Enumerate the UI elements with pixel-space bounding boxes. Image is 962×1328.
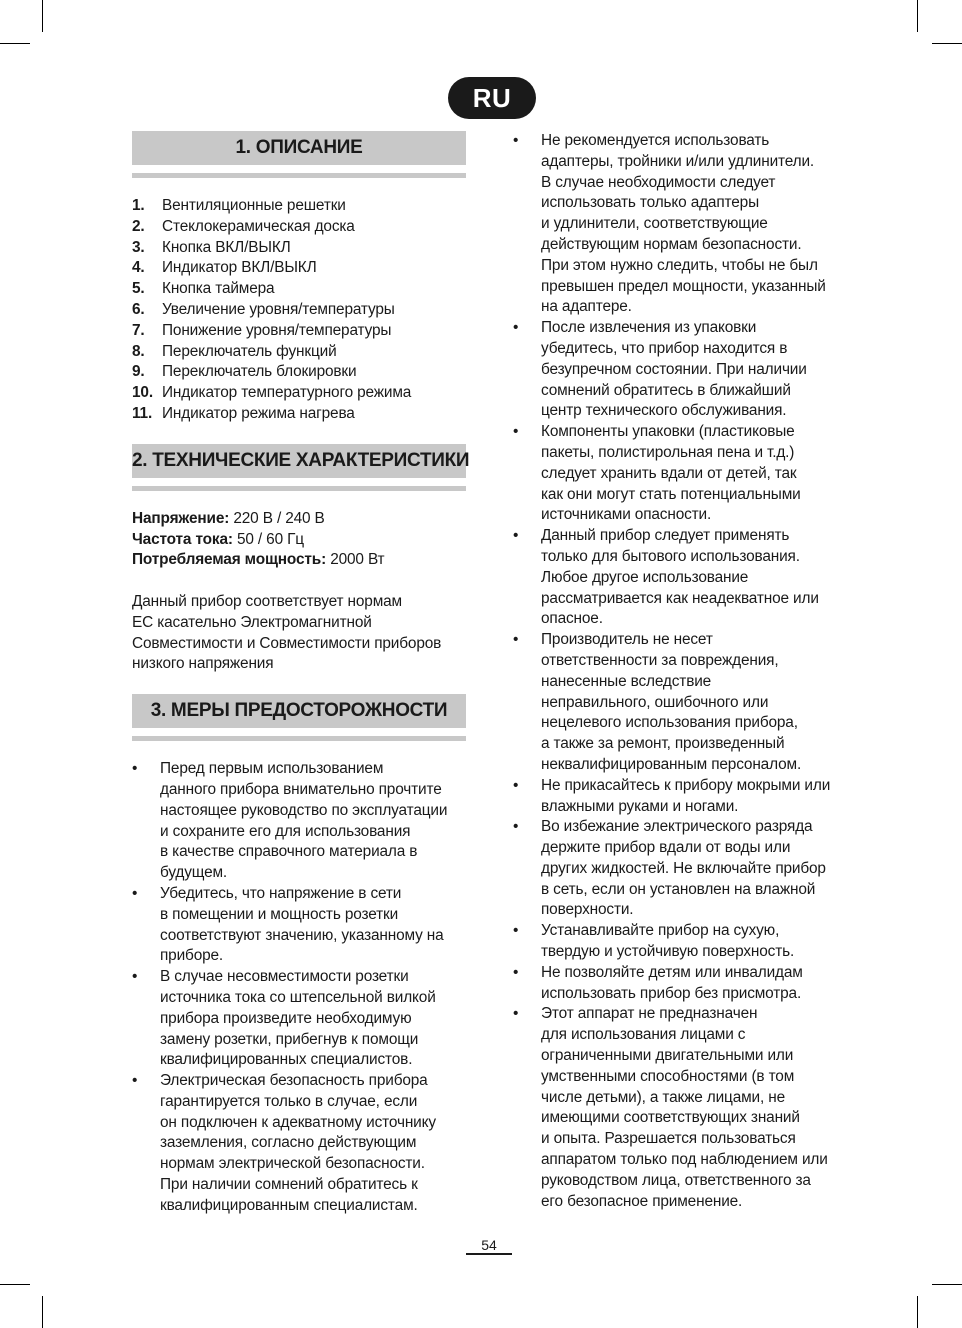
bullet-icon: • xyxy=(513,132,519,149)
text-line: следует хранить вдали от детей, так xyxy=(541,464,797,482)
text-line: в сеть, если он установлен на влажной xyxy=(541,880,816,898)
text-line: Устанавливайте прибор на сухую, xyxy=(541,922,780,940)
text-line: нормам электрической безопасности. xyxy=(160,1155,425,1173)
text-line: низкого напряжения xyxy=(132,655,274,673)
bullet-text xyxy=(541,963,803,1005)
text-line: убедитесь, что прибор находится в xyxy=(541,339,788,357)
spec-frequency xyxy=(132,530,466,551)
text-line: сомнений обратитесь в ближайший xyxy=(541,381,791,399)
bullet-icon: • xyxy=(132,884,138,902)
text-line: При наличии сомнений обратитесь к xyxy=(160,1176,418,1194)
text-line: неквалифицированным персоналом. xyxy=(541,755,802,773)
item-number: 6. xyxy=(132,300,145,318)
crop-mark xyxy=(917,0,918,32)
text-line: Производитель не несет xyxy=(541,631,713,649)
item-text: Кнопка таймера xyxy=(162,280,275,298)
section-specs xyxy=(132,444,470,675)
item-number: 2. xyxy=(132,217,145,235)
spec-label: Потребляемая мощность: xyxy=(132,551,327,569)
list-item xyxy=(132,404,466,425)
text-line: превышен предел мощности, указанный xyxy=(541,277,826,295)
bullet-icon: • xyxy=(513,818,519,836)
text-line: нанесенные вследствие xyxy=(541,672,712,690)
bullet-item xyxy=(132,759,466,884)
bullet-item xyxy=(513,318,849,422)
bullet-text xyxy=(160,884,444,967)
text-line: источниками опасности. xyxy=(541,506,712,524)
spec-label: Напряжение: xyxy=(132,509,230,527)
specs-block xyxy=(132,509,466,571)
list-item xyxy=(132,300,466,321)
item-text: Индикатор режима нагрева xyxy=(162,404,355,422)
item-number: 11. xyxy=(132,404,153,422)
text-line: заземления, согласно действующим xyxy=(160,1134,417,1152)
spec-value: 220 В / 240 В xyxy=(229,509,325,527)
text-line: При этом нужно следить, чтобы не был xyxy=(541,256,818,274)
text-line: Не рекомендуется использовать xyxy=(541,132,770,149)
text-line: Не прикасайтесь к прибору мокрыми или xyxy=(541,776,831,794)
item-number: 5. xyxy=(132,280,145,298)
bullet-item xyxy=(513,422,849,526)
item-text: Кнопка ВКЛ/ВЫКЛ xyxy=(162,238,291,256)
right-column xyxy=(513,131,849,1212)
left-column xyxy=(132,131,470,1217)
text-line: неправильного, ошибочного или xyxy=(541,693,769,711)
text-line: опасное. xyxy=(541,610,603,628)
text-line: адаптеры, тройники и/или удлинители. xyxy=(541,152,815,170)
text-line: и удлинители, соответствующие xyxy=(541,215,768,233)
item-text: Индикатор температурного режима xyxy=(162,384,412,402)
text-line: поверхности. xyxy=(541,901,634,919)
text-line: его безопасное применение. xyxy=(541,1192,743,1210)
section-precautions xyxy=(132,694,466,1217)
bullet-icon: • xyxy=(513,963,519,981)
text-line: В случае несовместимости розетки xyxy=(160,968,409,986)
list-item xyxy=(132,362,466,383)
bullet-icon: • xyxy=(513,527,519,545)
text-line: Любое другое использование xyxy=(541,568,749,586)
list-item xyxy=(132,342,466,363)
text-line: руководством лица, ответственного за xyxy=(541,1171,811,1189)
bullet-item xyxy=(132,967,466,1071)
parts-list xyxy=(132,196,466,425)
section-heading: 1. ОПИСАНИЕ xyxy=(132,131,466,165)
text-line: в помещении и мощность розетки xyxy=(160,905,399,923)
crop-mark xyxy=(917,1296,918,1328)
section-heading: 3. МЕРЫ ПРЕДОСТОРОЖНОСТИ xyxy=(132,694,466,728)
text-line: ответственности за повреждения, xyxy=(541,651,779,669)
text-line: пакеты, полистирольная пена и т.д.) xyxy=(541,443,795,461)
crop-mark xyxy=(932,43,962,44)
bullet-text xyxy=(541,776,830,818)
item-number: 4. xyxy=(132,259,145,277)
text-line: Электрическая безопасность прибора xyxy=(160,1072,428,1090)
item-text: Переключатель блокировки xyxy=(162,363,357,381)
list-item xyxy=(132,238,466,259)
text-line: на адаптере. xyxy=(541,298,632,316)
spec-value: 2000 Вт xyxy=(326,551,385,569)
list-item xyxy=(132,279,466,300)
item-text: Переключатель функций xyxy=(162,342,337,360)
heading-rule xyxy=(132,486,466,491)
bullet-text xyxy=(160,967,436,1071)
text-line: замену розетки, прибегнув к помощи xyxy=(160,1030,419,1048)
text-line: Данный прибор соответствует нормам xyxy=(132,592,402,610)
text-line: числе детьми), а также лицами, не xyxy=(541,1088,786,1106)
spec-power xyxy=(132,550,466,571)
text-line: Данный прибор следует применять xyxy=(541,527,790,545)
list-item xyxy=(132,196,466,217)
bullet-icon: • xyxy=(132,760,138,778)
text-line: Этот аппарат не предназначен xyxy=(541,1005,758,1023)
item-text: Стеклокерамическая доска xyxy=(162,217,355,235)
compliance-paragraph xyxy=(132,592,466,675)
item-number: 3. xyxy=(132,238,145,256)
list-item xyxy=(132,258,466,279)
crop-mark xyxy=(0,43,30,44)
spec-value: 50 / 60 Гц xyxy=(232,530,304,548)
text-line: После извлечения из упаковки xyxy=(541,319,757,337)
bullet-icon: • xyxy=(513,631,519,649)
crop-mark xyxy=(42,0,43,32)
text-line: для использования лицами с xyxy=(541,1026,746,1044)
item-number: 1. xyxy=(132,197,145,214)
text-line: источника тока со штепсельной вилкой xyxy=(160,988,436,1006)
text-line: настоящее руководство по эксплуатации xyxy=(160,801,448,819)
text-line: прибора произведите необходимую xyxy=(160,1009,412,1027)
bullet-item xyxy=(513,131,849,318)
spec-label: Частота тока: xyxy=(132,530,233,548)
text-line: умственными способностями (в том xyxy=(541,1067,795,1085)
language-badge: RU xyxy=(448,77,536,119)
bullet-item xyxy=(513,817,849,921)
text-line: использовать прибор без присмотра. xyxy=(541,984,802,1002)
text-line: данного прибора внимательно прочтите xyxy=(160,780,442,798)
text-line: центр технического обслуживания. xyxy=(541,402,787,420)
text-line: соответствуют значению, указанному на xyxy=(160,926,444,944)
item-text: Индикатор ВКЛ/ВЫКЛ xyxy=(162,259,317,277)
text-line: приборе. xyxy=(160,947,224,965)
item-text: Вентиляционные решетки xyxy=(162,197,346,214)
crop-mark xyxy=(0,1284,30,1285)
text-line: держите прибор вдали от воды или xyxy=(541,839,791,857)
text-line: ограниченными двигательными или xyxy=(541,1047,794,1065)
bullet-text xyxy=(541,630,801,776)
item-number: 7. xyxy=(132,321,145,339)
bullet-icon: • xyxy=(513,423,519,441)
bullet-item xyxy=(132,1071,466,1217)
bullet-text xyxy=(160,759,447,884)
precautions-list-continued xyxy=(513,131,849,1212)
text-line: твердую и устойчивую поверхность. xyxy=(541,943,795,961)
text-line: а также за ремонт, произведенный xyxy=(541,735,785,753)
text-line: квалифицированных специалистов. xyxy=(160,1051,413,1069)
bullet-icon: • xyxy=(513,319,519,337)
text-line: Перед первым использованием xyxy=(160,760,384,778)
page-number-rule xyxy=(466,1253,512,1255)
item-number: 10. xyxy=(132,384,153,402)
section-heading: 2. ТЕХНИЧЕСКИЕ ХАРАКТЕРИСТИКИ xyxy=(132,444,466,478)
list-item xyxy=(132,321,466,342)
bullet-icon: • xyxy=(132,968,138,986)
text-line: рассматривается как неадекватное или xyxy=(541,589,819,607)
text-line: нецелевого использования прибора, xyxy=(541,714,798,732)
text-line: в качестве справочного материала в xyxy=(160,843,418,861)
text-line: он подключен к адекватному источнику xyxy=(160,1113,436,1131)
spec-voltage xyxy=(132,509,466,530)
list-item xyxy=(132,383,466,404)
item-text: Понижение уровня/температуры xyxy=(162,321,392,339)
precautions-list xyxy=(132,759,466,1217)
bullet-item xyxy=(513,1004,849,1212)
bullet-text xyxy=(160,1071,436,1217)
section-description xyxy=(132,131,466,425)
text-line: квалифицированным специалистам. xyxy=(160,1196,418,1214)
item-text: Увеличение уровня/температуры xyxy=(162,300,395,318)
text-line: ЕС касательно Электромагнитной xyxy=(132,613,372,631)
bullet-icon: • xyxy=(513,1005,519,1023)
bullet-item xyxy=(513,776,849,818)
bullet-text xyxy=(541,817,826,921)
text-line: других жидкостей. Не включайте прибор xyxy=(541,859,826,877)
text-line: В случае необходимости следует xyxy=(541,173,776,191)
text-line: действующим нормам безопасности. xyxy=(541,235,802,253)
text-line: гарантируется только в случае, если xyxy=(160,1092,418,1110)
bullet-text xyxy=(541,422,801,526)
bullet-item xyxy=(513,526,849,630)
text-line: использовать только адаптеры xyxy=(541,194,759,212)
bullet-text xyxy=(541,318,807,422)
text-line: будущем. xyxy=(160,864,228,882)
text-line: имеющими соответствующих знаний xyxy=(541,1109,800,1127)
bullet-icon: • xyxy=(513,776,519,794)
text-line: Совместимости и Совместимости приборов xyxy=(132,634,442,652)
bullet-text xyxy=(541,526,819,630)
crop-mark xyxy=(932,1284,962,1285)
text-line: Убедитесь, что напряжение в сети xyxy=(160,884,402,902)
text-line: только для бытового использования. xyxy=(541,547,800,565)
text-line: и опыта. Разрешается пользоваться xyxy=(541,1130,796,1148)
bullet-item xyxy=(513,630,849,776)
bullet-icon: • xyxy=(132,1072,138,1090)
heading-rule xyxy=(132,173,466,178)
text-line: как они могут стать потенциальными xyxy=(541,485,801,503)
text-line: аппаратом только под наблюдением или xyxy=(541,1151,828,1169)
text-line: Не позволяйте детям или инвалидам xyxy=(541,963,803,981)
bullet-text xyxy=(541,921,794,963)
list-item xyxy=(132,217,466,238)
page-number: 54 xyxy=(481,1237,497,1253)
text-line: влажными руками и ногами. xyxy=(541,797,739,815)
bullet-icon: • xyxy=(513,922,519,940)
text-line: и сохраните его для использования xyxy=(160,822,411,840)
bullet-item xyxy=(132,884,466,967)
text-line: Компоненты упаковки (пластиковые xyxy=(541,423,795,441)
bullet-text xyxy=(541,1004,828,1212)
item-number: 8. xyxy=(132,342,145,360)
heading-rule xyxy=(132,736,466,741)
text-line: безупречном состоянии. При наличии xyxy=(541,360,807,378)
item-number: 9. xyxy=(132,363,145,381)
bullet-item xyxy=(513,921,849,963)
bullet-text xyxy=(541,131,826,318)
text-line: Во избежание электрического разряда xyxy=(541,818,813,836)
crop-mark xyxy=(42,1296,43,1328)
bullet-item xyxy=(513,963,849,1005)
